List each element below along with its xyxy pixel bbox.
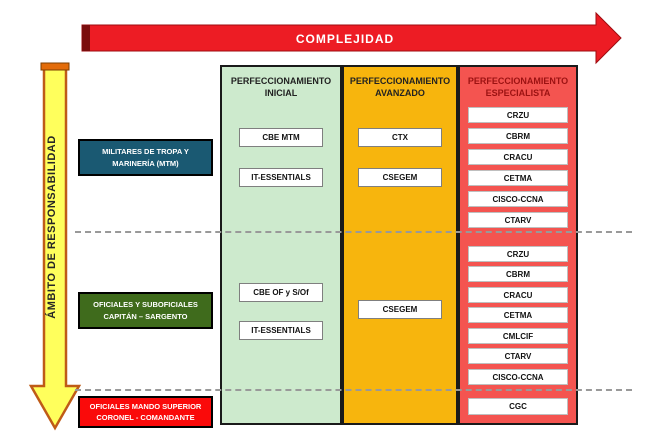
course-box-cisco-ccna-2: CISCO-CCNA	[468, 369, 568, 385]
column-perfeccionamiento-inicial	[220, 65, 342, 425]
course-box-cetma-1: CETMA	[468, 170, 568, 186]
course-box-csegem-of: CSEGEM	[358, 300, 442, 319]
column-avanzado-title	[344, 67, 456, 99]
column-especialista-title-line2: ESPECIALISTA	[485, 87, 551, 98]
course-box-crzu-1: CRZU	[468, 107, 568, 123]
column-inicial-title	[222, 67, 340, 99]
course-box-cracu-2: CRACU	[468, 287, 568, 303]
responsibility-arrow-label: ÁMBITO DE RESPONSABILIDAD	[46, 135, 58, 319]
course-box-cbrm-2: CBRM	[468, 266, 568, 282]
course-box-csegem-mtm: CSEGEM	[358, 168, 442, 187]
course-box-ctx: CTX	[358, 128, 442, 147]
column-inicial-title-line1: PERFECCIONAMIENTO	[230, 76, 332, 86]
course-box-cbe-mtm: CBE MTM	[239, 128, 323, 147]
course-box-cbrm-1: CBRM	[468, 128, 568, 144]
course-box-ctarv-2: CTARV	[468, 348, 568, 364]
row-label-mando-superior	[78, 396, 213, 428]
column-especialista-title	[460, 67, 576, 99]
row-label-mtm-line1: MILITARES DE TROPA Y	[102, 147, 189, 157]
course-box-cbe-of: CBE OF y S/Of	[239, 283, 323, 302]
row-label-mando-line1: OFICIALES MANDO SUPERIOR	[89, 401, 202, 411]
column-especialista-title-line1: PERFECCIONAMIENTO	[467, 76, 569, 86]
row-label-oficiales-line2: CAPITÁN – SARGENTO	[103, 311, 188, 321]
section-divider-1	[75, 231, 632, 233]
complexity-arrow-label: COMPLEJIDAD	[295, 32, 395, 46]
course-box-cisco-ccna-1: CISCO-CCNA	[468, 191, 568, 207]
row-label-militares-tropa-marineria	[78, 139, 213, 176]
column-avanzado-title-line2: AVANZADO	[375, 87, 425, 98]
column-avanzado-title-line1: PERFECCIONAMIENTO	[349, 76, 451, 86]
section-divider-2	[75, 389, 632, 391]
column-perfeccionamiento-avanzado	[342, 65, 458, 425]
course-box-it-essentials-mtm: IT-ESSENTIALS	[239, 168, 323, 187]
course-box-ctarv-1: CTARV	[468, 212, 568, 228]
course-box-crzu-2: CRZU	[468, 246, 568, 262]
course-box-it-essentials-of: IT-ESSENTIALS	[239, 321, 323, 340]
row-label-mando-line2: CORONEL - COMANDANTE	[96, 413, 195, 422]
row-label-mtm-line2: MARINERÍA (MTM)	[112, 158, 179, 168]
course-box-cetma-2: CETMA	[468, 307, 568, 323]
row-label-oficiales-suboficiales	[78, 292, 213, 329]
course-box-cgc: CGC	[468, 398, 568, 415]
column-inicial-title-line2: INICIAL	[264, 87, 298, 98]
course-box-cmlcif: CMLCIF	[468, 328, 568, 344]
row-label-oficiales-line1: OFICIALES Y SUBOFICIALES	[93, 300, 198, 310]
course-box-cracu-1: CRACU	[468, 149, 568, 165]
